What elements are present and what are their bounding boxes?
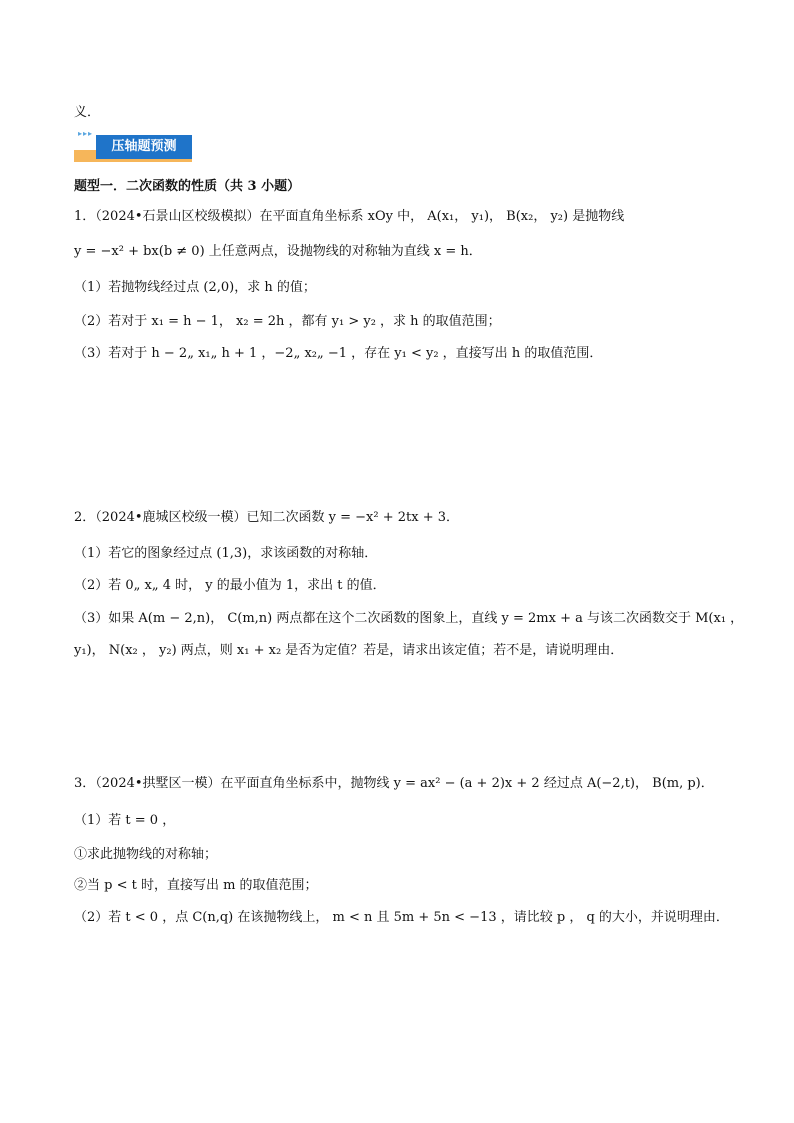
problem-3-part-1: （1）若 t = 0 ， [74, 813, 176, 828]
problem-1-part-3: （3）若对于 h − 2„ x₁„ h + 1 ，−2„ x₂„ −1 ，存在 y₁ < y₂ ，直接写出 h 的取值范围． [74, 346, 603, 361]
problem-2-part-3-cont: y₁)， N(x₂ ， y₂) 两点，则 x₁ + x₂ 是否为定值？若是，请求出该定值；若不是，请说明理由． [74, 643, 624, 658]
problem-3-line-1: 3．（2024•拱墅区一模）在平面直角坐标系中，抛物线 y = ax² − (a + 2)x + 2 经过点 A(−2,t)， B(m, p)． [74, 776, 714, 791]
problem-1-line-2: y = −x² + bx(b ≠ 0) 上任意两点，设抛物线的对称轴为直线 x = h． [74, 244, 482, 259]
problem-1-part-2: （2）若对于 x₁ = h − 1， x₂ = 2h ，都有 y₁ > y₂ ，求 h 的取值范围； [74, 314, 501, 329]
arrow-deco-icon: ▸▸▸ [78, 129, 94, 138]
section-heading: 题型一．二次函数的性质（共 3 小题） [74, 179, 301, 194]
problem-3-subpart-1: ①求此抛物线的对称轴； [74, 847, 218, 862]
problem-2-line-1: 2．（2024•鹿城区校级一模）已知二次函数 y = −x² + 2tx + 3． [74, 510, 460, 525]
problem-3-subpart-2: ②当 p < t 时，直接写出 m 的取值范围； [74, 878, 318, 893]
problem-2-part-2: （2）若 0„ x„ 4 时， y 的最小值为 1，求出 t 的值． [74, 578, 386, 593]
top-fragment: 义． [74, 105, 101, 120]
problem-3-part-2: （2）若 t < 0 ，点 C(n,q) 在该抛物线上， m < n 且 5m + 5n < −13 ，请比较 p ， q 的大小，并说明理由． [74, 910, 729, 925]
problem-1-line-1: 1．（2024•石景山区校级模拟）在平面直角坐标系 xOy 中， A(x₁， y₁)， B(x₂， y₂) 是抛物线 [74, 209, 625, 224]
banner-label: 压轴题预测 [96, 135, 192, 159]
problem-1-part-1: （1）若抛物线经过点 (2,0)，求 h 的值； [74, 280, 316, 295]
section-banner [74, 128, 192, 164]
problem-2-part-1: （1）若它的图象经过点 (1,3)，求该函数的对称轴． [74, 546, 378, 561]
problem-2-part-3: （3）如果 A(m − 2,n)， C(m,n) 两点都在这个二次函数的图象上，直线 y = 2mx + a 与该二次函数交于 M(x₁ ， [74, 611, 744, 626]
